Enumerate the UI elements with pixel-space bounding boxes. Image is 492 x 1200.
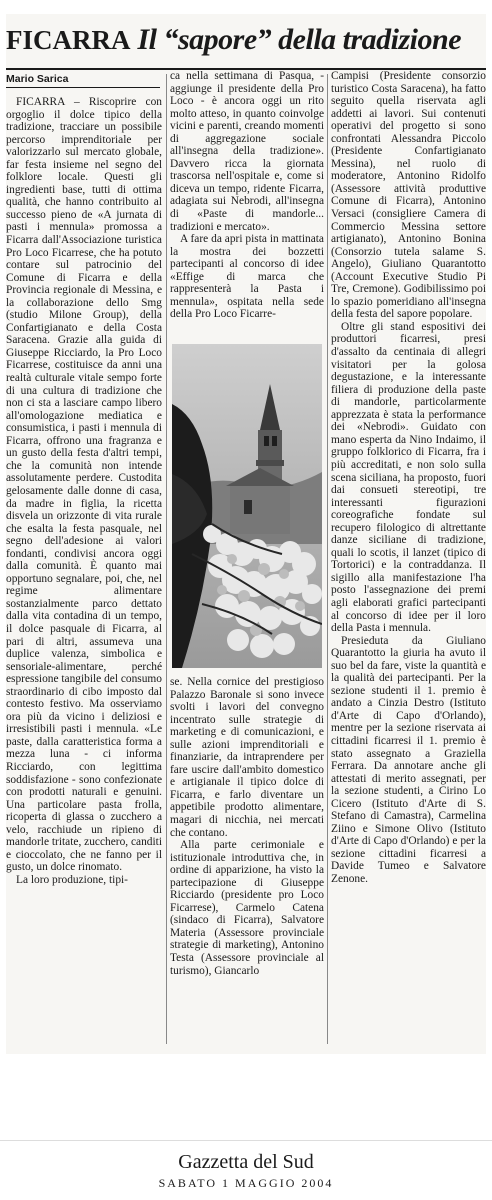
paragraph: FICARRA – Riscoprire con orgoglio il dolce tipico della tradizione, tracciare un possibile percorso imprenditoriale per valorizzarlo sul mercato globale, far festa insieme nel segno del folklore locale. Questi gli ingredienti base, tutti di ottima qualità, che hanno contribuito al successo pieno de «A jurnata di pasti i mennula» promossa a Ficarra dall'Associazione turistica Pro Loco Ficarrese, che ha potuto contare sul patrocinio del Comune di Ficarra e della Provincia regionale di Messina, e la collaborazione dello Smg (studio Milone Group), della Confartigianato e della Costa Saracena. Grazie alla guida di Giuseppe Ricciardo, la Pro Loco Ficarrese, costituisce da anni una realtà culturale vitale sempo forte di una cultura di tradizione che non ci sta a lasciare campo libero all'omologazione mediatica e consumistica, i pasti i mennula di Ficarra, offrono una fragranza e un gusto della festa d'altri tempi, che la comunità non intende assolutamente perdere. Custodita gelosamente dalle donne di casa, da madre in figlia, la ricetta disvela un orizzonte di vita rurale che esalta la festa pasquale, nel segno dell'adesione ai valori fondanti, condivisi ancora oggi dalla comunità. È quanto mai opportuno segnalare, poi, che, nel regime alimentare sostanzialmente parco dettato dalla vita contadina di un tempo, il dolce pasquale di Ficarra, al pari di altri, assumeva una duplice valenza, simbolica e sensoriale-alimentare, perché espressione tangibile del consumo straordinario di cibo imposto dal contesto festivo. Ma osserviamo ora più da vicino i deliziosi e irresistibili pasti i mennula. «Le paste, dalla caratteristica forma a mezza luna - ci informa Ricciardo, con legittima soddisfazione - sono confezionate con prodotti naturali e genuini. Una particolare pasta frolla, ricoperta di glassa o zucchero a velo, racchiude un ripieno di mandorle tritate, zucchero, canditi e cioccolato, che ne fanno per il gusto, un dolce rinomato. (6, 96, 162, 874)
paragraph: Oltre gli stand espositivi dei produttori ficarresi, presi d'assalto da centinaia di allegri visitatori per la golosa degustazione, e la interessante filiera di produzione della paste di mandorle, particolarmente apprezzata è stata la performance dei «Nebrodi». Guidato con mano esperta da Nino Indaimo, il gruppo folklorico di Ficarra, fra i più accreditati, e non solo sulla scena siciliana, ha proposto, fuori dai consueti stereotipi, tre interessanti figurazioni coreografiche fondate sul recupero filologico di altrettante danze siciliane di tradizione, quali lo scotis, il lanzet (tipico di Tortorici) e la contraddanza. Il sigillo alla manifestazione l'ha posto l'assegnazione dei premi agli elaborati grafici partecipanti al concorso di idee per il loro della Pasta i mennula. (331, 320, 486, 635)
publication-date: SABATO 1 MAGGIO 2004 (158, 1176, 334, 1190)
column-divider (327, 74, 328, 1044)
article-column-2-bottom (170, 676, 324, 1046)
newspaper-clipping (6, 14, 486, 1054)
article-column-1 (6, 96, 162, 1052)
headline (6, 16, 486, 64)
paragraph: ca nella settimana di Pasqua, - aggiunge il presidente della Pro Loco - è ancora oggi un rito molto atteso, in quanto coinvolge vicini e parenti, creando momenti di aggregazione sociale all'insegna della tradizione». Davvero ricca la giornata trascorsa nell'ospitale e, come si diceva un tempo, ridente Ficarra, adagiata sui Nebrodi, all'insegna di «Paste di mandorle... tradizioni e mercato». (170, 70, 324, 233)
paragraph: se. Nella cornice del prestigioso Palazzo Baronale si sono invece svolti i lavori del convegno incentrato sulle strategie di marketing e di comunicazioni, e sulle azioni imprenditoriali e finanziarie, da intraprendere per fare uscire dall'ambito domestico e artigianale il tipico dolce di Ficarra, e farlo diventare un appetibile prodotto alimentare, magari di nicchia, nei mercati che contano. (170, 676, 324, 839)
article-column-3 (331, 70, 486, 1052)
paragraph: Alla parte cerimoniale e istituzionale introduttiva che, in ordine di apparizione, ha visto la partecipazione di Giuseppe Ricciardo (presidente pro Loco Ficarrese), Carmelo Catena (sindaco di Ficarra), Salvatore Materia (Assessore provinciale strategie di marketing), Antonino Testa (Assessore provinciale al turismo), Giancarlo (170, 839, 324, 977)
column-divider (166, 74, 167, 1044)
byline: Mario Sarica (6, 73, 69, 85)
paragraph: La loro produzione, tipi- (16, 873, 128, 886)
bell-tower-photo (172, 344, 322, 668)
newspaper-masthead: Gazzetta del Sud (178, 1151, 314, 1173)
footer-divider (0, 1140, 492, 1141)
article-column-2-top (170, 70, 324, 340)
paragraph: Presieduta da Giuliano Quarantotto la giuria ha avuto il suo bel da fare, viste la quantità e la qualità dei partecipanti. Per la sezione studenti il 1. premio è andato a Cinzia Destro (Istituto d'Arte di Capo d'Orlando), mentre per la sezione riservata ai cittadini ficarresi il 1. premio è stato assegnato a Graziella Ferrara. Da annotare anche gli attestati di merito assegnati, per la sezione studenti, a Cirino Lo Cicero (Istituto d'Arte di S. Stefano di Camastra), Carmelina Ziino e Simone Olivo (Istituto d'Arte di Capo d'Orlando) e per la sezione cittadini ficarresi a Davide Tumeo e Salvatore Zenone. (331, 634, 486, 885)
paragraph: Campisi (Presidente consorzio turistico Costa Saracena), ha fatto seguito quella riservata agli addetti ai lavori. Sui contenuti operativi del progetto si sono confrontati Alessandra Piccolo (Presidente Confartigianato Messina), nel ruolo di moderatore, Antonino Ridolfo (Assessore attività produttive Comune di Ficarra), Antonino Versaci (consigliere Camera di Commercio Messina settore artigianato), Antonino Bonina (Consorzio tutela salame S. Angelo), Giuliano Quarantotto (Account Executive Studio Pi Tre, Cremone). Godibilissimo poi lo spazio pomeridiano all'insegna della festa del sapore popolare. (331, 70, 486, 321)
article-photo (172, 344, 322, 668)
paragraph: A fare da apri pista in mattinata la mostra dei bozzetti partecipanti al concorso di idee «Effige di marca che rappresenterà la Pasta i mennula», ospitata nella sede della Pro Loco Ficarre- (170, 233, 324, 321)
byline-rule (6, 87, 160, 88)
headline-title: Il “sapore” della tradizione (137, 23, 462, 56)
headline-kicker: FICARRA (6, 25, 131, 55)
